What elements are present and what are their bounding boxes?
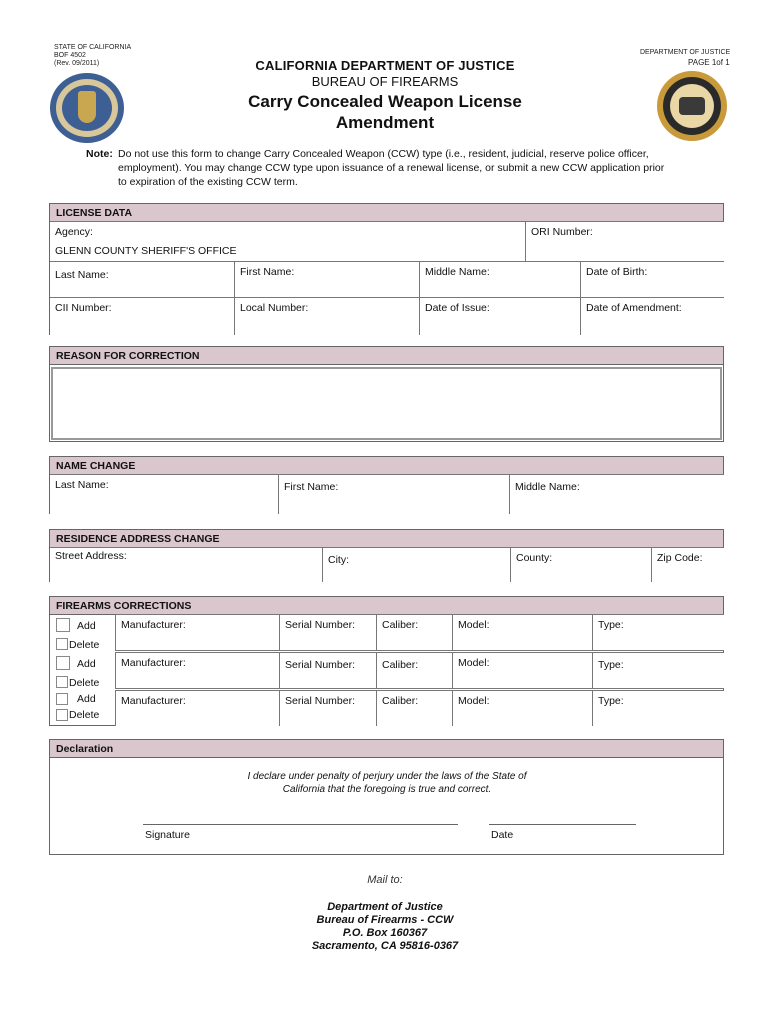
last-name-field[interactable] — [50, 261, 235, 298]
new-middle-name-field[interactable] — [509, 474, 724, 514]
manufacturer-label: Manufacturer: — [121, 695, 186, 707]
note-line-1: Do not use this form to change Carry Concealed Weapon (CCW) type (i.e., resident, judicial, reserve police officer, — [118, 148, 649, 160]
new-first-name-label: First Name: — [284, 481, 339, 493]
type-field[interactable] — [592, 652, 724, 689]
amend-label: Date of Amendment: — [586, 302, 682, 314]
firearm-row — [50, 690, 724, 726]
state-seal — [657, 71, 727, 141]
zip-label: Zip Code: — [657, 552, 703, 564]
dob-field[interactable] — [580, 261, 724, 298]
caliber-label: Caliber: — [382, 619, 419, 631]
delete-label: Delete — [69, 677, 100, 689]
manufacturer-field[interactable] — [115, 652, 280, 689]
mail-address-line-1: Department of Justice — [327, 901, 443, 913]
license-data-title: LICENSE DATA — [50, 204, 723, 222]
middle-name-label: Middle Name: — [425, 266, 490, 278]
address-change-section — [49, 529, 724, 582]
ori-label: ORI Number: — [531, 226, 593, 238]
model-field[interactable] — [452, 690, 593, 726]
declaration-title: Declaration — [50, 740, 723, 758]
note-line-2: employment). You may change CCW type upon issuance of a renewal license, or submit a new CCW application prior — [118, 162, 665, 174]
first-name-field[interactable] — [234, 261, 420, 298]
middle-name-field[interactable] — [419, 261, 581, 298]
add-checkbox[interactable] — [56, 656, 70, 670]
zip-code-field[interactable] — [651, 547, 724, 582]
bureau-title: BUREAU OF FIREARMS — [311, 74, 459, 89]
type-field[interactable] — [592, 614, 724, 651]
add-checkbox[interactable] — [56, 618, 70, 632]
serial-label: Serial Number: — [285, 619, 356, 631]
firearms-title: FIREARMS CORRECTIONS — [50, 597, 723, 615]
caliber-label: Caliber: — [382, 659, 419, 671]
note-label: Note: — [86, 148, 113, 160]
delete-label: Delete — [69, 709, 100, 721]
mail-address-line-2: Bureau of Firearms - CCW — [316, 914, 454, 926]
last-name-label: Last Name: — [55, 269, 109, 281]
model-label: Model: — [458, 657, 490, 669]
caliber-label: Caliber: — [382, 695, 419, 707]
delete-checkbox[interactable] — [56, 676, 68, 688]
add-label: Add — [77, 620, 96, 632]
serial-number-field[interactable] — [279, 614, 377, 651]
firearms-section — [49, 596, 724, 726]
declaration-line-2: California that the foregoing is true and correct. — [282, 784, 492, 795]
dept-label-right: DEPARTMENT OF JUSTICE — [640, 49, 731, 56]
form-number: BOF 4502 — [54, 52, 86, 59]
mail-address-line-3: P.O. Box 160367 — [342, 927, 428, 939]
first-name-label: First Name: — [240, 266, 295, 278]
ori-number-field[interactable] — [525, 221, 724, 262]
date-label: Date — [491, 829, 514, 841]
date-of-issue-field[interactable] — [419, 297, 581, 335]
local-number-field[interactable] — [234, 297, 420, 335]
mail-address-line-4: Sacramento, CA 95816-0367 — [311, 940, 459, 952]
caliber-field[interactable] — [376, 690, 453, 726]
dob-label: Date of Birth: — [586, 266, 648, 278]
type-label: Type: — [598, 659, 624, 671]
county-label: County: — [516, 552, 553, 564]
license-data-section — [49, 203, 724, 335]
firearm-row — [50, 614, 724, 652]
manufacturer-field[interactable] — [115, 614, 280, 651]
date-of-amendment-field[interactable] — [580, 297, 724, 335]
type-label: Type: — [598, 619, 624, 631]
model-field[interactable] — [452, 614, 593, 651]
agency-value: GLENN COUNTY SHERIFF'S OFFICE — [55, 245, 237, 257]
serial-number-field[interactable] — [279, 690, 377, 726]
doj-badge-seal — [50, 73, 124, 143]
signature-line[interactable] — [143, 824, 458, 825]
manufacturer-field[interactable] — [115, 690, 280, 726]
local-label: Local Number: — [240, 302, 309, 314]
declaration-line-1: I declare under penalty of perjury under the laws of the State of — [247, 771, 527, 782]
new-last-name-label: Last Name: — [55, 479, 109, 491]
caliber-field[interactable] — [376, 614, 453, 651]
model-field[interactable] — [452, 652, 593, 689]
delete-label: Delete — [69, 639, 100, 651]
date-line[interactable] — [489, 824, 636, 825]
manufacturer-label: Manufacturer: — [121, 619, 186, 631]
model-label: Model: — [458, 695, 490, 707]
type-label: Type: — [598, 695, 624, 707]
city-field[interactable] — [322, 547, 511, 582]
add-label: Add — [77, 658, 96, 670]
note-line-3: to expiration of the existing CCW term. — [118, 176, 298, 188]
agency-label: Agency: — [55, 226, 93, 238]
reason-textarea[interactable] — [51, 367, 722, 440]
add-label: Add — [77, 693, 96, 705]
agency-title: CALIFORNIA DEPARTMENT OF JUSTICE — [255, 58, 515, 73]
form-title-line1: Carry Concealed Weapon License — [248, 92, 522, 111]
delete-checkbox[interactable] — [56, 638, 68, 650]
name-change-section — [49, 456, 724, 514]
form-title-line2: Amendment — [335, 113, 435, 132]
cii-label: CII Number: — [55, 302, 112, 314]
firearm-row — [50, 652, 724, 690]
revision-date: (Rev. 09/2011) — [54, 60, 100, 67]
serial-label: Serial Number: — [285, 659, 356, 671]
state-label: STATE OF CALIFORNIA — [54, 44, 132, 51]
address-change-title: RESIDENCE ADDRESS CHANGE — [50, 530, 723, 548]
mail-to-label: Mail to: — [367, 874, 403, 886]
type-field[interactable] — [592, 690, 724, 726]
issue-label: Date of Issue: — [425, 302, 490, 314]
model-label: Model: — [458, 619, 490, 631]
new-first-name-field[interactable] — [278, 474, 510, 514]
serial-label: Serial Number: — [285, 695, 356, 707]
page-number: PAGE 1of 1 — [688, 58, 730, 67]
name-change-title: NAME CHANGE — [50, 457, 723, 475]
caliber-field[interactable] — [376, 652, 453, 689]
new-last-name-field[interactable] — [50, 474, 279, 514]
declaration-section — [49, 739, 724, 855]
manufacturer-label: Manufacturer: — [121, 657, 186, 669]
new-middle-name-label: Middle Name: — [515, 481, 580, 493]
add-checkbox[interactable] — [56, 693, 68, 705]
cii-number-field[interactable] — [50, 297, 235, 335]
reason-section — [49, 346, 724, 442]
reason-title: REASON FOR CORRECTION — [50, 347, 723, 365]
street-address-field[interactable] — [50, 547, 323, 582]
city-label: City: — [328, 554, 349, 566]
signature-label: Signature — [145, 829, 190, 841]
delete-checkbox[interactable] — [56, 709, 68, 721]
county-field[interactable] — [510, 547, 652, 582]
street-label: Street Address: — [55, 550, 127, 562]
agency-field[interactable] — [50, 221, 526, 262]
serial-number-field[interactable] — [279, 652, 377, 689]
